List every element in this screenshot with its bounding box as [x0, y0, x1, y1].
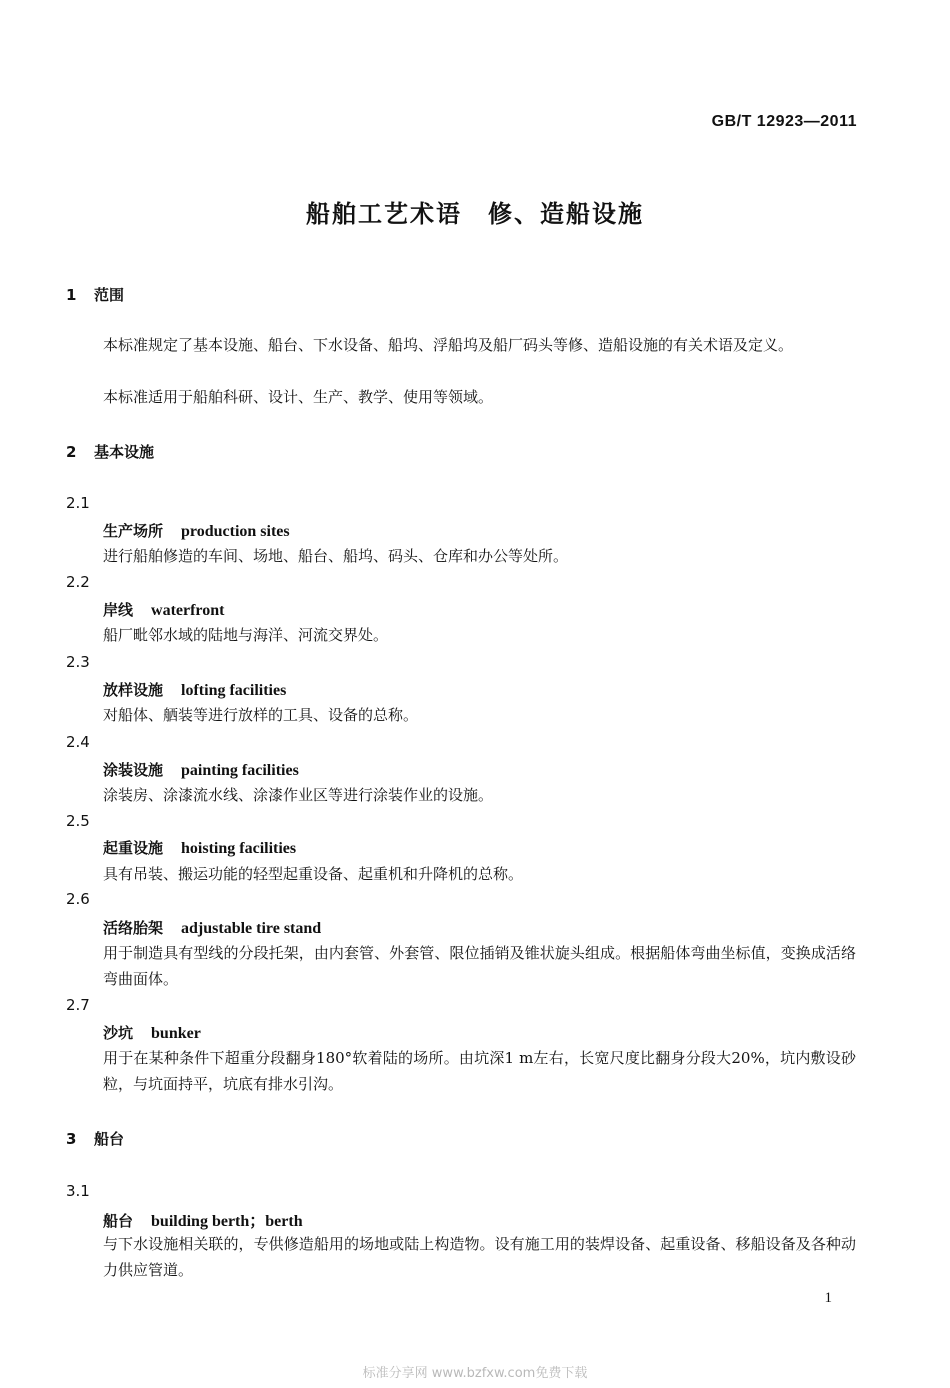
term-en: waterfront [151, 602, 225, 619]
term-zh: 涂装设施 [103, 761, 164, 779]
definition-2-4 [66, 782, 856, 808]
section-number: 1 [66, 286, 77, 304]
section-title: 船台 [94, 1130, 125, 1148]
term-en: adjustable tire stand [181, 920, 322, 937]
definition-text: 对船体、舾装等进行放样的工具、设备的总称。 [103, 706, 419, 724]
clause-number-2-5: 2.5 [66, 812, 90, 830]
clause-number-2-4: 2.4 [66, 733, 90, 751]
term-2-3 [103, 679, 286, 700]
term-zh: 船台 [103, 1212, 134, 1230]
section-number: 2 [66, 443, 77, 461]
definition-text: 与下水设施相关联的，专供修造船用的场地或陆上构造物。设有施工用的装焊设备、起重设备、移船设备及各种动力供应管道。 [103, 1235, 856, 1279]
section-heading-1 [66, 284, 124, 305]
term-2-4 [103, 759, 299, 780]
term-2-7 [103, 1022, 201, 1043]
clause-number-2-1: 2.1 [66, 494, 90, 512]
term-zh: 起重设施 [103, 839, 164, 857]
scope-text-2: 本标准适用于船舶科研、设计、生产、教学、使用等领域。 [103, 388, 494, 406]
section-heading-3 [66, 1128, 124, 1149]
definition-text: 船厂毗邻水域的陆地与海洋、河流交界处。 [103, 626, 389, 644]
section-title: 范围 [94, 286, 125, 304]
term-2-2 [103, 599, 224, 620]
standard-number: GB/T 12923—2011 [711, 113, 857, 130]
term-en: lofting facilities [181, 682, 287, 699]
scope-paragraph-1 [66, 332, 856, 358]
definition-text: 用于制造具有型线的分段托架，由内套管、外套管、限位插销及锥状旋头组成。根据船体弯曲坐标值，变换成活络弯曲面体。 [103, 944, 856, 988]
page-number: 1 [824, 1290, 832, 1306]
term-en: hoisting facilities [181, 840, 297, 857]
definition-2-5 [66, 861, 856, 887]
definition-text: 用于在某种条件下超重分段翻身180°软着陆的场所。由坑深1 m左右，长宽尺度比翻身分段大20%，坑内敷设砂粒，与坑面持平，坑底有排水引沟。 [103, 1049, 856, 1093]
section-number: 3 [66, 1130, 77, 1148]
definition-2-2 [66, 622, 856, 648]
definition-3-1 [66, 1231, 856, 1283]
definition-2-7 [66, 1045, 856, 1097]
section-title: 基本设施 [94, 443, 155, 461]
definition-text: 进行船舶修造的车间、场地、船台、船坞、码头、仓库和办公等处所。 [103, 547, 569, 565]
definition-text: 涂装房、涂漆流水线、涂漆作业区等进行涂装作业的设施。 [103, 786, 494, 804]
term-2-5 [103, 837, 296, 858]
definition-2-1 [66, 543, 856, 569]
term-3-1 [103, 1208, 303, 1231]
scope-paragraph-2 [66, 384, 856, 410]
term-2-1 [103, 520, 290, 541]
clause-number-2-7: 2.7 [66, 996, 90, 1014]
watermark: 标准分享网 www.bzfxw.com免费下载 [362, 1366, 588, 1381]
term-en: production sites [181, 523, 290, 540]
term-en: painting facilities [181, 762, 299, 779]
clause-number-2-2: 2.2 [66, 573, 90, 591]
term-zh: 岸线 [103, 601, 134, 619]
definition-2-3 [66, 702, 856, 728]
definition-text: 具有吊装、搬运功能的轻型起重设备、起重机和升降机的总称。 [103, 865, 524, 883]
term-zh: 放样设施 [103, 681, 164, 699]
term-2-6 [103, 917, 321, 938]
term-zh: 生产场所 [103, 522, 164, 540]
clause-number-2-3: 2.3 [66, 653, 90, 671]
term-zh: 沙坑 [103, 1024, 134, 1042]
clause-number-2-6: 2.6 [66, 890, 90, 908]
term-zh: 活络胎架 [103, 919, 164, 937]
term-en: bunker [151, 1025, 201, 1042]
term-en: building berth；berth [151, 1213, 303, 1230]
scope-text-1: 本标准规定了基本设施、船台、下水设备、船坞、浮船坞及船厂码头等修、造船设施的有关术语及定义。 [103, 336, 794, 354]
definition-2-6 [66, 940, 856, 992]
section-heading-2 [66, 441, 154, 462]
page-title: 船舶工艺术语 修、造船设施 [306, 200, 644, 228]
clause-number-3-1: 3.1 [66, 1182, 90, 1200]
